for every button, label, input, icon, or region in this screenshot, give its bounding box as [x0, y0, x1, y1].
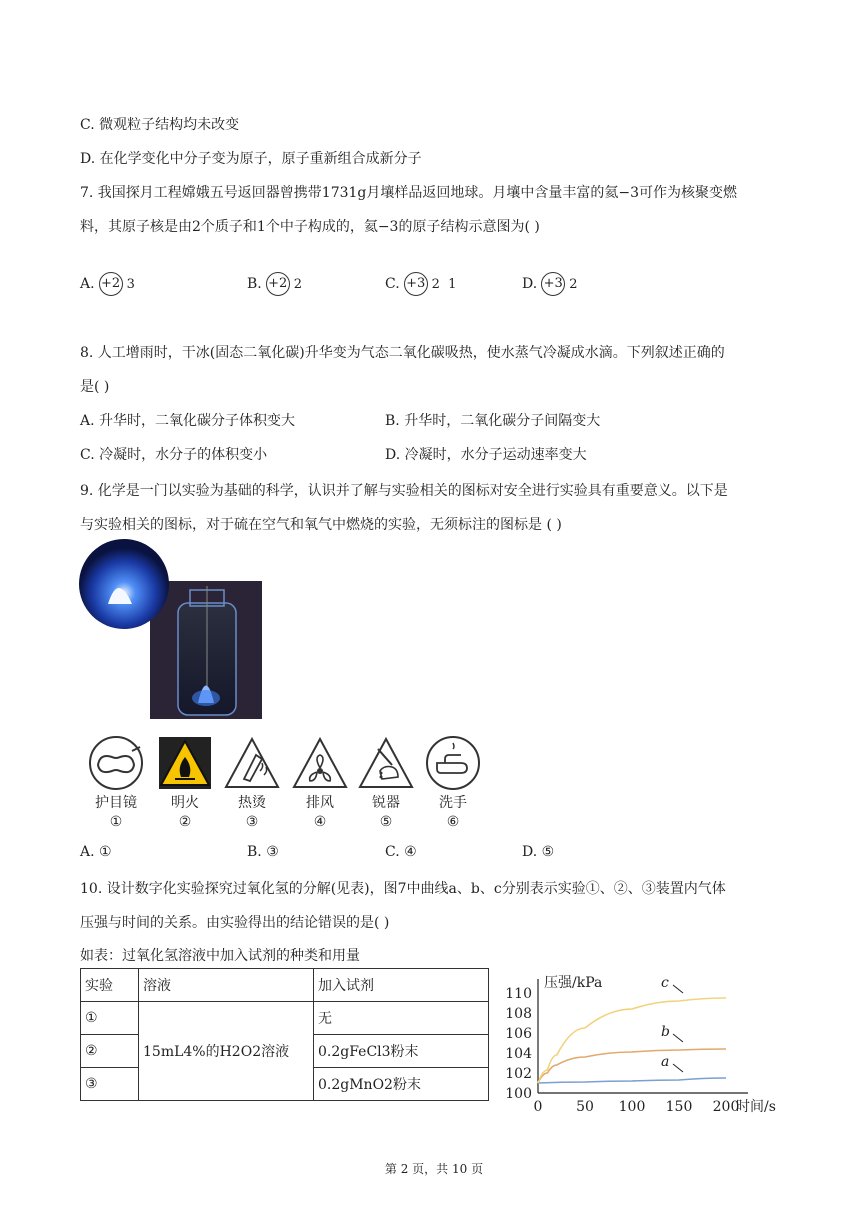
- y-tick-label: 104: [505, 1046, 532, 1062]
- x-axis-label: 时间/s: [736, 1099, 776, 1115]
- q6-option-c: C. 微观粒子结构均未改变: [80, 117, 240, 133]
- icon-label: 明火: [171, 795, 199, 811]
- table-header-row: [81, 969, 489, 1002]
- ventilation-fan-icon: [292, 735, 348, 791]
- series-leader-c: [673, 985, 683, 993]
- series-leader-a: [673, 1064, 683, 1072]
- sharp-object-icon: [358, 735, 414, 791]
- y-axis-label: 压强/kPa: [544, 975, 603, 991]
- y-tick-label: 108: [505, 1006, 532, 1022]
- option-letter: D.: [522, 276, 538, 292]
- table-cell: 0.2gMnO2粉末: [314, 1068, 489, 1101]
- table-cell: ②: [81, 1035, 139, 1068]
- q9-stem-line1: 9. 化学是一门以实验为基础的科学，认识并了解与实验相关的图标对安全进行实验具有重要意义。以下是: [80, 483, 728, 499]
- table-header: 溶液: [139, 969, 314, 1002]
- series-label-b: b: [661, 1024, 670, 1040]
- electron-shells: 2 1: [431, 276, 459, 292]
- series-line-b: [538, 1049, 726, 1083]
- y-tick-label: 102: [505, 1066, 532, 1082]
- q7-option-b: [247, 272, 304, 296]
- q8-stem-line2: 是( ): [80, 379, 110, 395]
- table-header: 加入试剂: [314, 969, 489, 1002]
- q8-stem-line1: 8. 人工增雨时，干冰(固态二氧化碳)升华变为气态二氧化碳吸热，使水蒸气冷凝成水滴。下列叙述正确的: [80, 345, 725, 361]
- solution-cell: 15mL4%的H2O2溶液: [139, 1002, 314, 1101]
- q8-option-b: B. 升华时，二氧化碳分子间隔变大: [385, 413, 601, 429]
- pressure-time-chart: [496, 965, 796, 1125]
- q7-stem-line2: 料，其原子核是由2个质子和1个中子构成的，氦−3的原子结构示意图为( ): [80, 219, 540, 235]
- table-caption: 如表：过氧化氢溶液中加入试剂的种类和用量: [80, 948, 360, 964]
- x-tick-label: 150: [665, 1099, 693, 1115]
- nucleus-icon: +3: [541, 272, 565, 296]
- q9-stem-line2: 与实验相关的图标，对于硫在空气和氧气中燃烧的实验，无须标注的图标是 ( ): [80, 517, 562, 533]
- series-leader-b: [673, 1034, 683, 1042]
- icon-number: ④: [313, 814, 327, 830]
- x-tick-label: 50: [576, 1099, 594, 1115]
- icon-label: 排风: [306, 795, 334, 811]
- option-letter: A.: [80, 276, 95, 292]
- q9-option-d: D. ⑤: [522, 844, 555, 860]
- page-footer: 第 2 页，共 10 页: [384, 1162, 484, 1176]
- icon-number: ⑤: [379, 814, 393, 830]
- icon-number: ③: [245, 814, 259, 830]
- table-cell: ①: [81, 1002, 139, 1035]
- experiment-table: [80, 968, 489, 1101]
- nucleus-icon: +2: [99, 272, 123, 296]
- option-letter: C.: [385, 276, 400, 292]
- hot-surface-icon: [224, 735, 280, 791]
- q6-option-d: D. 在化学变化中分子变为原子，原子重新组合成新分子: [80, 151, 422, 167]
- q9-option-b: B. ③: [247, 844, 279, 860]
- nucleus-icon: +3: [404, 272, 428, 296]
- option-letter: B.: [247, 276, 262, 292]
- q10-stem-line1: 10. 设计数字化实验探究过氧化氢的分解(见表)，图7中曲线a、b、c分别表示实验①、②、③装置内气体: [80, 881, 726, 897]
- q9-option-a: A. ①: [80, 844, 112, 860]
- series-line-a: [538, 1078, 726, 1083]
- electron-shells: 2: [569, 276, 580, 292]
- sulfur-combustion-photo: [78, 538, 268, 723]
- q8-option-a: A. 升华时，二氧化碳分子体积变大: [80, 413, 296, 429]
- table-header: 实验: [81, 969, 139, 1002]
- q9-option-c: C. ④: [385, 844, 417, 860]
- y-tick-label: 100: [505, 1086, 532, 1102]
- icon-number: ①: [109, 814, 123, 830]
- q8-option-c: C. 冷凝时，水分子的体积变小: [80, 447, 268, 463]
- icon-label: 洗手: [439, 795, 467, 811]
- open-flame-icon: [157, 735, 213, 791]
- goggles-icon: [88, 735, 144, 791]
- electron-shells: 2: [293, 276, 305, 292]
- y-tick-label: 110: [505, 986, 532, 1002]
- table-cell: ③: [81, 1068, 139, 1101]
- table-row: [81, 1002, 489, 1035]
- icon-number: ②: [178, 814, 192, 830]
- x-tick-label: 200: [712, 1099, 740, 1115]
- table-cell: 0.2gFeCl3粉末: [314, 1035, 489, 1068]
- icon-label: 锐器: [372, 795, 400, 811]
- x-tick-label: 100: [618, 1099, 646, 1115]
- electron-shells: 3: [126, 276, 137, 292]
- series-line-c: [538, 998, 726, 1083]
- nucleus-icon: +2: [266, 272, 290, 296]
- q8-option-d: D. 冷凝时，水分子运动速率变大: [385, 447, 587, 463]
- q7-option-d: [522, 272, 579, 296]
- q10-stem-line2: 压强与时间的关系。由实验得出的结论错误的是( ): [80, 915, 390, 931]
- y-tick-label: 106: [505, 1026, 532, 1042]
- wash-hands-icon: [425, 735, 481, 791]
- icon-number: ⑥: [446, 814, 460, 830]
- q7-option-c: [385, 272, 458, 296]
- icon-label: 护目镜: [95, 795, 137, 811]
- table-cell: 无: [314, 1002, 489, 1035]
- q7-stem-line1: 7. 我国探月工程嫦娥五号返回器曾携带1731g月壤样品返回地球。月壤中含量丰富的氦−3可作为核聚变燃: [80, 185, 738, 201]
- q7-option-a: [80, 272, 137, 296]
- series-label-a: a: [661, 1054, 670, 1070]
- series-label-c: c: [661, 975, 669, 991]
- icon-label: 热烫: [238, 795, 266, 811]
- x-tick-label: 0: [533, 1099, 543, 1115]
